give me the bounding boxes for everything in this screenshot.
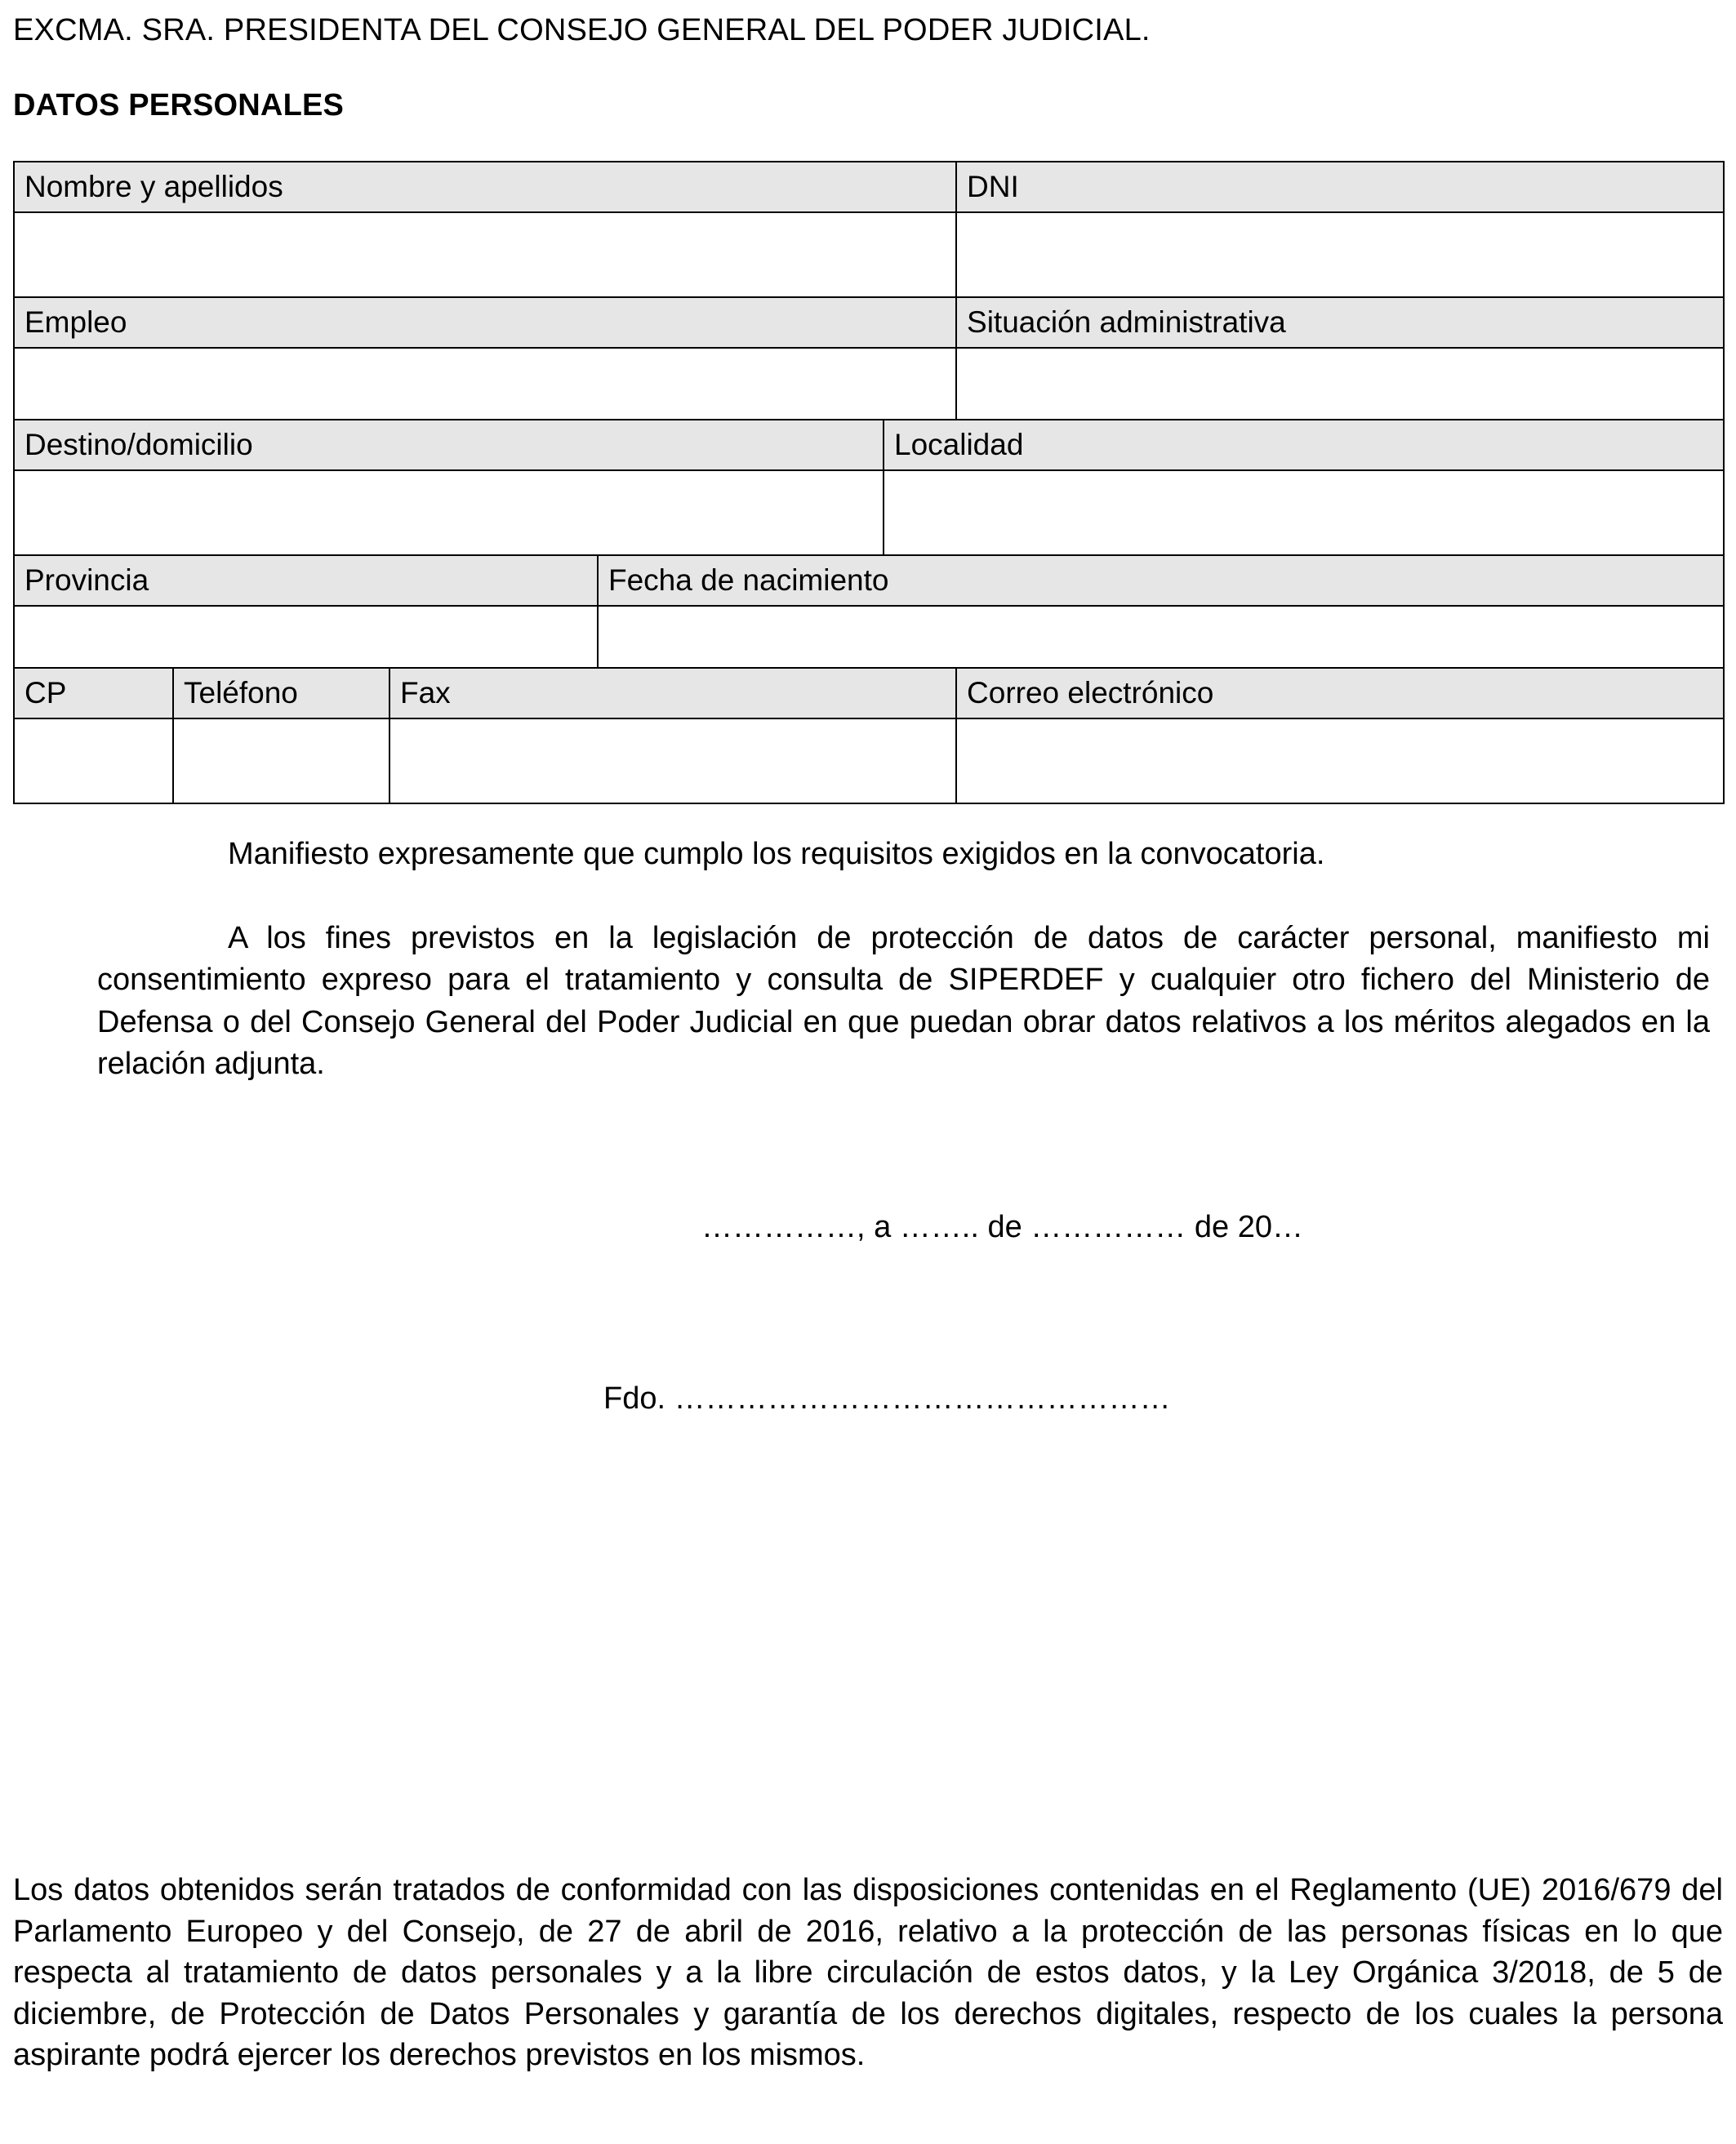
personal-data-table — [13, 161, 1725, 804]
table-row — [14, 470, 1724, 555]
statement-paragraph: Manifiesto expresamente que cumplo los requisitos exigidos en la convocatoria. — [228, 836, 1325, 871]
field-input-nombre[interactable] — [14, 212, 956, 297]
field-label-nombre: Nombre y apellidos — [14, 162, 956, 212]
field-label-correo-electronico: Correo electrónico — [956, 668, 1724, 718]
field-input-fax[interactable] — [389, 718, 956, 803]
field-input-situacion-administrativa[interactable] — [956, 348, 1724, 420]
table-row — [14, 555, 1724, 606]
field-label-provincia: Provincia — [14, 555, 598, 606]
field-input-dni[interactable] — [956, 212, 1724, 297]
declaration-body — [13, 834, 1723, 1419]
field-label-empleo: Empleo — [14, 297, 956, 348]
field-label-cp: CP — [14, 668, 173, 718]
table-row — [14, 606, 1724, 668]
field-label-fecha-nacimiento: Fecha de nacimiento — [598, 555, 1724, 606]
field-input-cp[interactable] — [14, 718, 173, 803]
field-input-localidad[interactable] — [884, 470, 1724, 555]
table-row — [14, 718, 1724, 803]
field-input-correo-electronico[interactable] — [956, 718, 1724, 803]
table-row — [14, 348, 1724, 420]
date-line: ……………, a …….. de …………… de 20… — [701, 1210, 1303, 1245]
field-input-telefono[interactable] — [173, 718, 389, 803]
field-input-fecha-nacimiento[interactable] — [598, 606, 1724, 668]
table-row — [14, 420, 1724, 470]
table-row — [14, 668, 1724, 718]
signature-line: Fdo. ………………………………………… — [603, 1381, 1171, 1416]
field-label-localidad: Localidad — [884, 420, 1724, 470]
field-label-fax: Fax — [389, 668, 956, 718]
field-label-dni: DNI — [956, 162, 1724, 212]
field-label-destino-domicilio: Destino/domicilio — [14, 420, 884, 470]
addressee-line: EXCMA. SRA. PRESIDENTA DEL CONSEJO GENERAL DEL PODER JUDICIAL. — [13, 13, 1151, 47]
field-input-empleo[interactable] — [14, 348, 956, 420]
field-input-provincia[interactable] — [14, 606, 598, 668]
table-row — [14, 297, 1724, 348]
page-title: DATOS PERSONALES — [13, 87, 345, 122]
table-row — [14, 212, 1724, 297]
legal-notice-text: Los datos obtenidos serán tratados de conformidad con las disposiciones contenidas en el Reglamento (UE) 2016/679 del Parlamento Europeo y del Consejo, de 27 de abril de 2016, relativo a la protección de las personas físicas en lo que respecta al tratamiento de datos personales y a la libre circulación de estos datos, y la Ley Orgánica 3/2018, de 5 de diciembre, de Protección de Datos Personales y garantía de los derechos digitales, respecto de los cuales la persona aspirante podrá ejercer los derechos previstos en los mismos. — [13, 1873, 1723, 2073]
field-label-situacion-administrativa: Situación administrativa — [956, 297, 1724, 348]
field-label-telefono: Teléfono — [173, 668, 389, 718]
consent-paragraph: A los fines previstos en la legislación de protección de datos de carácter personal, manifiesto mi consentimiento expreso para el tratamiento y consulta de SIPERDEF y cualquier otro fichero del Ministerio de Defensa o del Consejo General del Poder Judicial en que puedan obrar datos relativos a los méritos alegados en la relación adjunta. — [97, 920, 1710, 1081]
legal-notice-block — [13, 1870, 1723, 2076]
table-row — [14, 162, 1724, 212]
field-input-destino-domicilio[interactable] — [14, 470, 884, 555]
